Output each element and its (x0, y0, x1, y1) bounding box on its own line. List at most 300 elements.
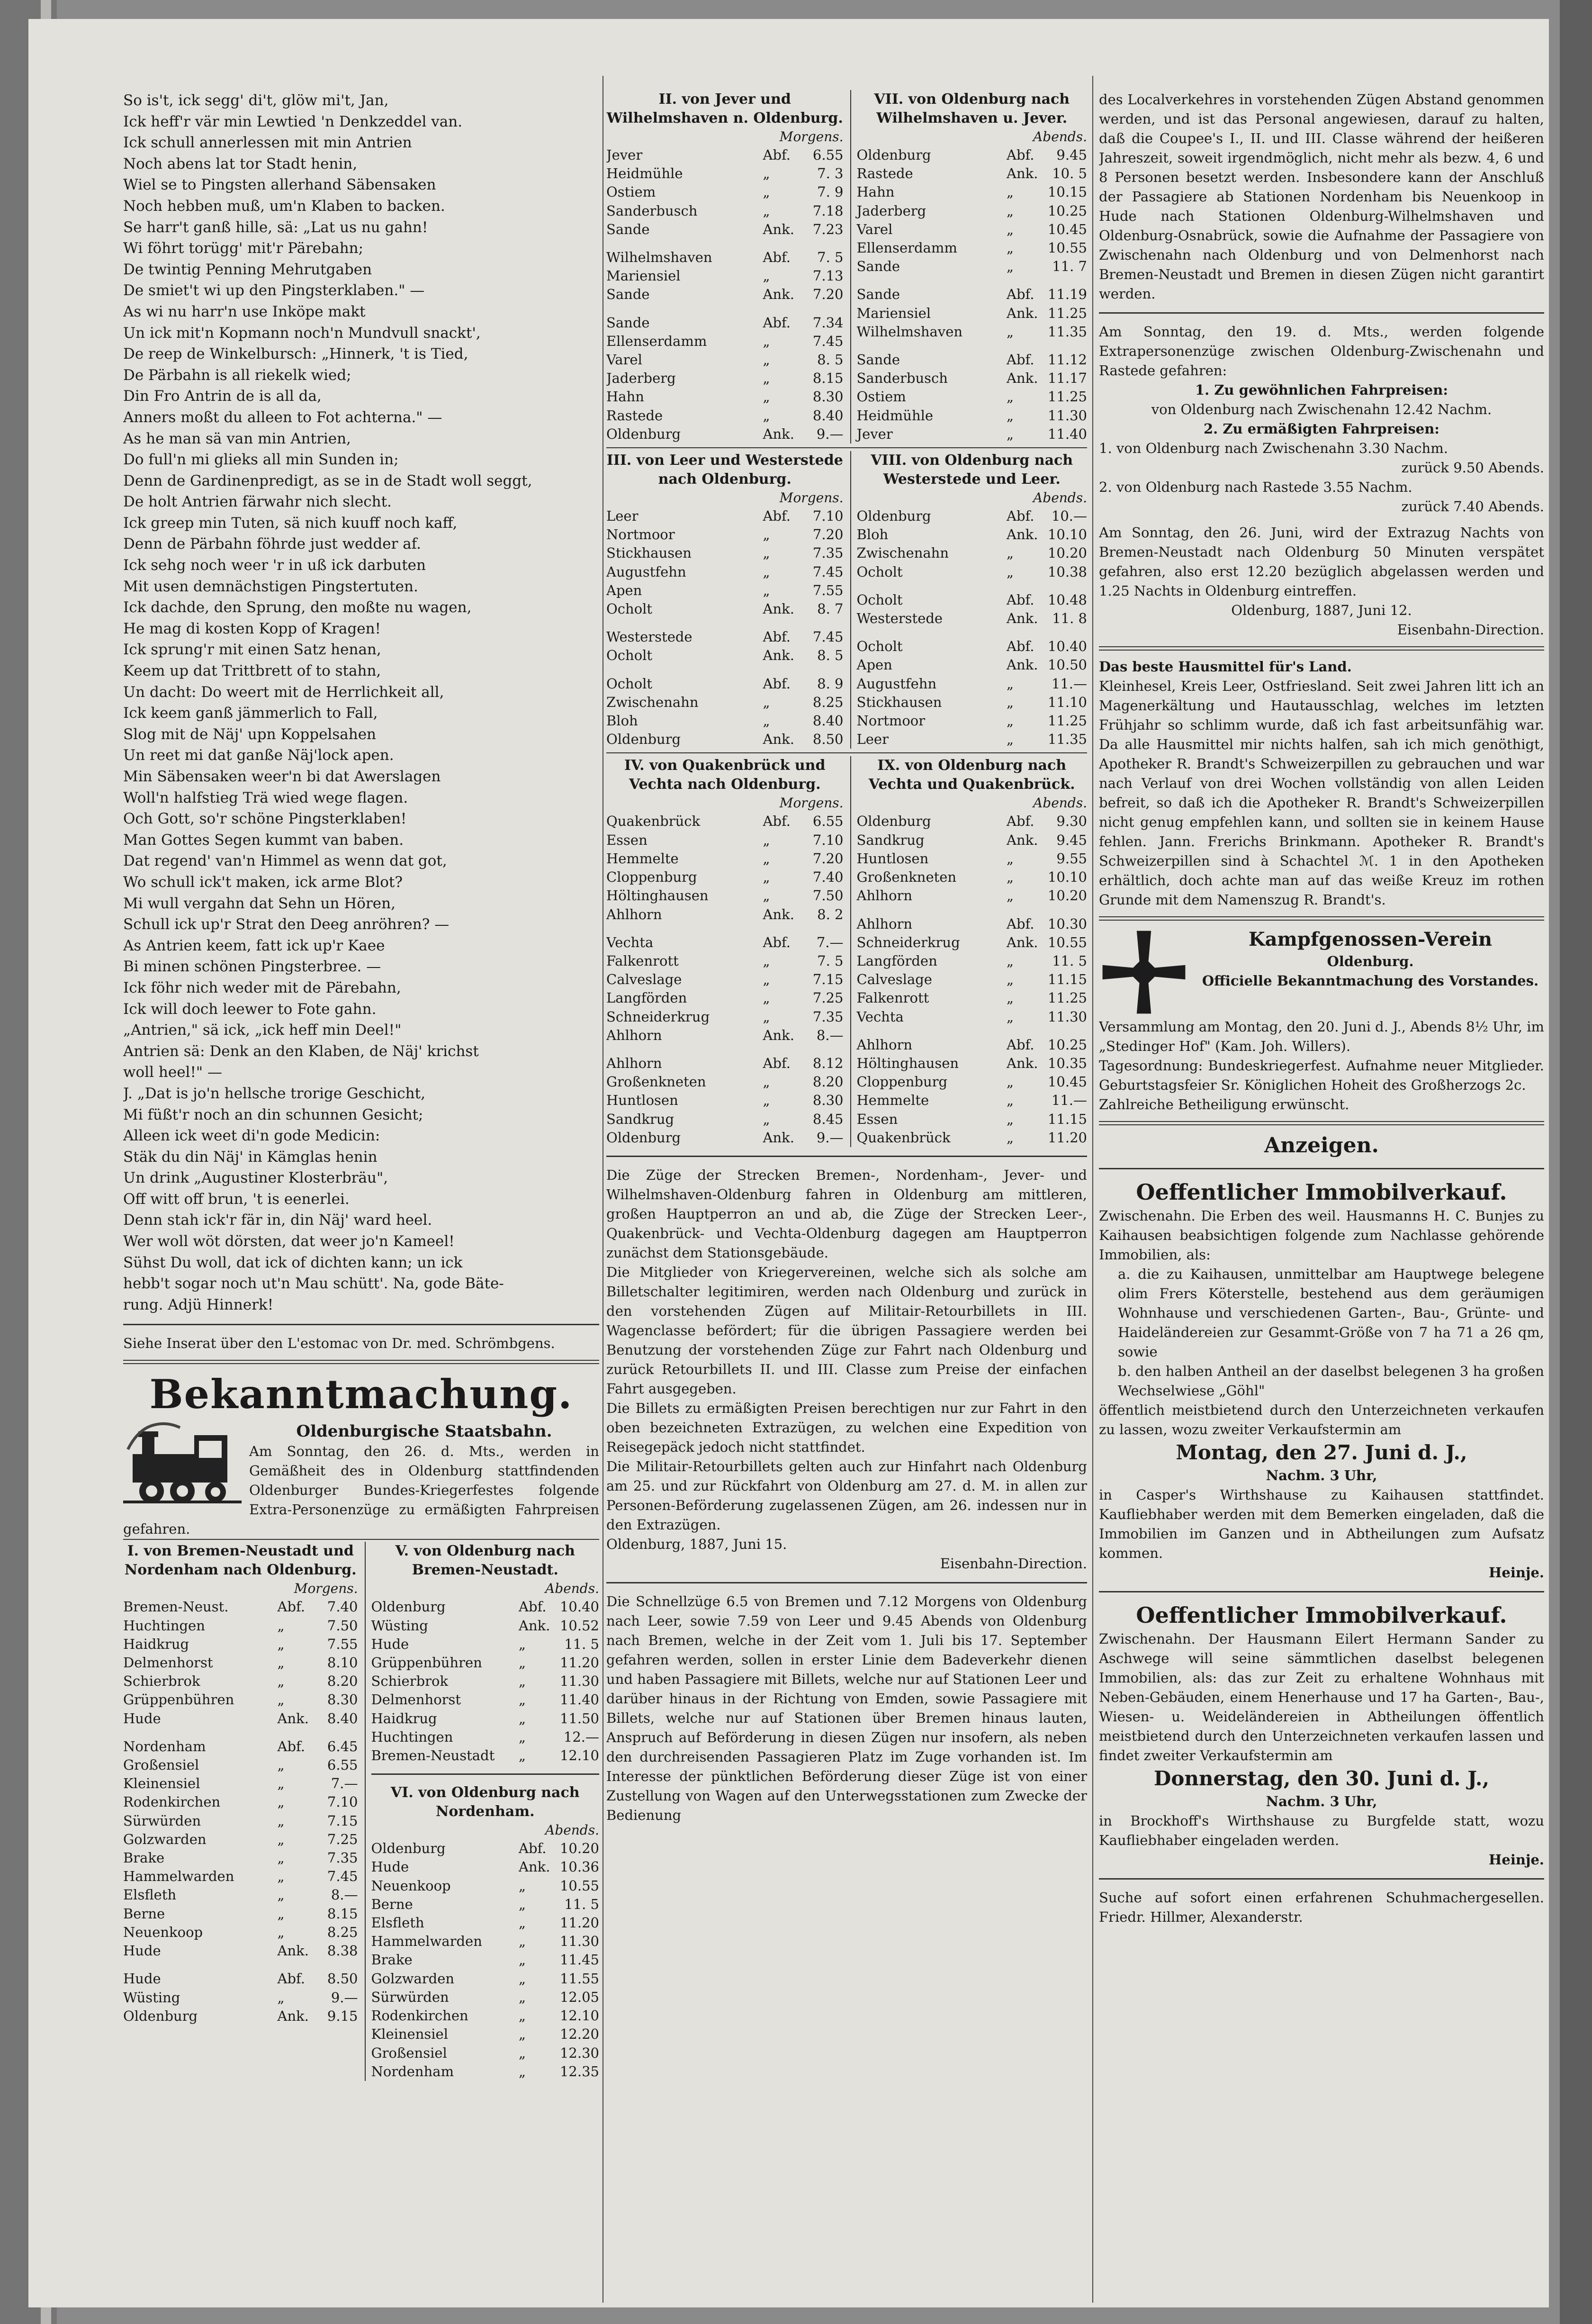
time: 8.38 (327, 1943, 358, 1959)
arr-dep: „ (277, 1794, 285, 1810)
station-name: Sanderbusch (606, 202, 698, 219)
timetable-row (606, 1129, 844, 1147)
station-name: Hude (123, 1710, 161, 1727)
ad-immobil-1-a: a. die zu Kaihausen, unmittelbar am Hauptwege belegene olim Frers Köterstelle, bestehend aus dem geräumigen Wohnhause und verschiedenen Garten-, Bau-, Grünte- und Haideländereien zur Gesammt-Größe von 7 ha 71 a 26 qm, sowie (1118, 1266, 1544, 1360)
station-name: Hammelwarden (371, 1933, 482, 1950)
arr-dep: „ (277, 1831, 285, 1847)
station-name: Ahlhorn (856, 915, 913, 932)
poem-line: Denn de Pärbahn föhrde just wedder af. (123, 535, 421, 553)
poem-line: Anners moßt du alleen to Fot achterna." — (123, 408, 442, 426)
station-name: Zwischenahn (856, 545, 949, 561)
timetable-row (123, 1923, 358, 1942)
poem (123, 90, 599, 1315)
arr-dep: „ (763, 713, 770, 729)
timetable-row (606, 730, 844, 749)
station-name: Sande (856, 286, 900, 303)
time: 10. 5 (1052, 165, 1087, 182)
timetable-row (857, 425, 1088, 443)
station-name: Oldenburg (606, 1129, 681, 1146)
station-name: Calveslage (856, 971, 932, 988)
time: 9.45 (1056, 832, 1087, 848)
time: 7.10 (327, 1794, 358, 1810)
timetable-row (857, 146, 1088, 164)
station-name: Jever (606, 147, 643, 163)
poem-line: Din Fro Antrin de is all da, (123, 388, 322, 405)
timetable-row (857, 730, 1088, 749)
arr-dep: Abf. (1007, 915, 1034, 932)
ad-immobil-2-text2: in Brockhoff's Wirthshause zu Burgfelde statt, wozu Kaufliebhaber eingeladen werden. (1099, 1813, 1544, 1848)
time: 10.15 (1047, 184, 1087, 200)
station-name: Ocholt (606, 675, 653, 692)
poem-line: Schull ick up'r Strat den Deeg anröhren? — (123, 916, 450, 933)
time: 11.20 (559, 1915, 599, 1931)
arr-dep: „ (519, 2008, 526, 2024)
column-right (1099, 90, 1544, 2251)
timetable (606, 90, 844, 443)
arr-dep: „ (1007, 323, 1014, 340)
station-name: Haidkrug (371, 1710, 437, 1727)
time: 7.— (816, 934, 844, 950)
time: 8.40 (327, 1710, 358, 1727)
time: 11.10 (1047, 694, 1087, 710)
timetable-row (606, 812, 844, 831)
station-name: Wilhelmshaven (606, 249, 712, 266)
arr-dep: „ (277, 1887, 285, 1903)
station-name: Delmenhorst (371, 1691, 461, 1708)
extra-train-notice: Am Sonntag, den 26. Juni, wird der Extrazug Nachts von Bremen-Neustadt nach Oldenburg 50 Minuten verspätet gefahren, also erst 12.20 bezüglich abgelassen werden und 1.25 Nachts in Oldenburg eintreffen. (1099, 524, 1544, 599)
time: 7.15 (327, 1812, 358, 1829)
timetable-row (371, 2062, 600, 2081)
station-name: Hahn (856, 184, 895, 200)
poem-line: woll heel!" — (123, 1064, 223, 1081)
block-gap (606, 239, 844, 248)
timetable-row (371, 1617, 600, 1635)
time: 12.— (563, 1728, 599, 1745)
arr-dep: Abf. (1007, 591, 1034, 608)
arr-dep: „ (763, 352, 770, 368)
station-name: Varel (606, 352, 642, 368)
time: 11.— (1051, 675, 1087, 692)
arr-dep: „ (1007, 952, 1014, 969)
timetable-row (123, 1989, 358, 2007)
time: 7.— (331, 1775, 358, 1792)
station-name: Ocholt (856, 591, 903, 608)
poem-line: Denn de Gardinenpredigt, as se in de Stadt woll seggt, (123, 472, 532, 489)
station-name: Bloh (856, 526, 889, 543)
time: 8.20 (812, 1074, 844, 1090)
station-name: Quakenbrück (856, 1129, 951, 1146)
station-name: Jever (856, 425, 893, 442)
time: 8.30 (812, 389, 844, 405)
arr-dep: „ (1007, 240, 1014, 256)
timetable-row (857, 886, 1088, 905)
poem-line: He mag di kosten Kopp of Kragen! (123, 620, 381, 637)
poem-line: Se harr't ganß hille, sä: „Lat us nu gahn! (123, 218, 428, 236)
time: 7.55 (327, 1636, 358, 1652)
arr-dep: „ (763, 869, 770, 886)
time: 11.15 (1047, 971, 1087, 988)
station-name: Hude (123, 1943, 161, 1959)
time: 7.10 (812, 508, 844, 524)
arr-dep: „ (519, 1915, 526, 1931)
station-name: Cloppenburg (856, 1074, 948, 1090)
station-name: Ocholt (606, 647, 653, 664)
timetable-row (371, 1635, 600, 1654)
station-name: Hude (371, 1636, 409, 1652)
time: 7.23 (812, 221, 844, 237)
poem-line: Noch abens lat tor Stadt henin, (123, 155, 358, 172)
divider (1099, 312, 1544, 314)
station-name: Varel (856, 221, 893, 237)
arr-dep: „ (763, 887, 770, 904)
time: 9.45 (1056, 147, 1087, 163)
station-name: Hemmelte (856, 1092, 929, 1109)
arr-dep: Ank. (1007, 934, 1038, 950)
station-name: Oldenburg (606, 425, 681, 442)
time: 7. 5 (817, 249, 844, 266)
timetable-row (371, 1877, 600, 1895)
arr-dep: Abf. (1007, 813, 1034, 830)
arr-dep: „ (1007, 731, 1014, 748)
mid-signature-date: Oldenburg, 1887, Juni 15. (606, 1536, 787, 1552)
timetable-row (123, 1793, 358, 1811)
timetable-heading: VII. von Oldenburg nach Wilhelmshaven u. Jever. (874, 91, 1070, 127)
station-name: Mariensiel (606, 268, 681, 284)
column-middle (606, 90, 1087, 2251)
arr-dep: „ (1007, 990, 1014, 1006)
station-name: Hahn (606, 389, 644, 405)
arr-dep: Ank. (763, 286, 794, 303)
timetable-row (606, 164, 844, 183)
station-name: Grüppenbühren (371, 1655, 482, 1671)
timetable-row (123, 1830, 358, 1849)
station-name: Sande (606, 286, 650, 303)
timetable-row (857, 693, 1088, 712)
station-name: Sande (856, 258, 900, 275)
timetable-row (857, 868, 1088, 886)
arr-dep: Ank. (763, 1129, 794, 1146)
arr-dep: „ (519, 1989, 526, 2005)
timetable-row (123, 1635, 358, 1654)
arr-dep: „ (763, 407, 770, 424)
timetable-row (123, 1812, 358, 1830)
station-name: Ocholt (856, 563, 903, 580)
timetable-pair (606, 447, 1087, 749)
station-name: Heidmühle (606, 165, 683, 182)
timetable-row (606, 544, 844, 562)
time: 8.— (816, 1027, 844, 1043)
arr-dep: „ (277, 1868, 285, 1885)
block-gap (606, 924, 844, 933)
station-name: Ellenserdamm (856, 240, 957, 256)
timetable (606, 451, 844, 749)
arr-dep: Abf. (519, 1599, 547, 1615)
station-name: Mariensiel (856, 305, 931, 321)
station-name: Leer (856, 731, 889, 748)
timetable-row (371, 2025, 600, 2044)
timetable-row (857, 388, 1088, 406)
timetable-row (606, 868, 844, 886)
timetable-row (606, 220, 844, 239)
arr-dep: „ (763, 1008, 770, 1025)
station-name: Heidmühle (856, 407, 934, 424)
arr-dep: Abf. (1007, 508, 1034, 524)
station-name: Schierbrok (371, 1673, 449, 1690)
time: 7.35 (812, 545, 844, 561)
timetable-row (857, 812, 1088, 831)
ad-immobil-2-title: Oeffentlicher Immobilverkauf. (1136, 1602, 1507, 1628)
timetable (857, 90, 1088, 443)
station-name: Sande (606, 221, 650, 237)
timetable-row (606, 1110, 844, 1129)
time: 11.30 (1047, 407, 1087, 424)
timetable-row (371, 1895, 600, 1914)
station-name: Sanderbusch (856, 370, 948, 387)
arr-dep: „ (519, 1636, 526, 1652)
station-name: Hemmelte (606, 850, 679, 867)
station-name: Ahlhorn (606, 1055, 662, 1071)
timetable-row (606, 989, 844, 1007)
poem-line: Off witt off brun, 't is eenerlei. (123, 1190, 350, 1208)
timetable-row (857, 257, 1088, 276)
divider (1099, 1591, 1544, 1592)
poem-line: Un dacht: Do weert mit de Herrlichkeit all, (123, 683, 444, 701)
timetable-row (123, 1654, 358, 1672)
block-gap (857, 581, 1088, 591)
poem-line: So is't, ick segg' di't, glöw mi't, Jan, (123, 92, 389, 109)
time: 10.20 (1047, 887, 1087, 904)
time: 7.15 (812, 971, 844, 988)
timetable-row (606, 581, 844, 600)
time: 11. 7 (1052, 258, 1087, 275)
time: 11.35 (1047, 323, 1087, 340)
station-name: Huchtingen (123, 1617, 205, 1634)
station-name: Huntlosen (606, 1092, 678, 1109)
time: 7.45 (327, 1868, 358, 1885)
time: 7.40 (327, 1599, 358, 1615)
mid-signature-name: Eisenbahn-Direction. (940, 1555, 1087, 1572)
timetable-row (606, 267, 844, 285)
divider (1099, 916, 1544, 921)
poem-line: Bi minen schönen Pingsterbree. — (123, 958, 381, 976)
arr-dep: Abf. (1007, 286, 1034, 303)
ad-schuhmacher: Suche auf sofort einen erfahrenen Schuhmachergesellen. Friedr. Hillmer, Alexanderstr. (1099, 1890, 1544, 1925)
poem-line: Woll'n halfstieg Trä wied wege flagen. (123, 789, 408, 806)
station-name: Sürwürden (123, 1812, 201, 1829)
timetable-row (123, 1598, 358, 1616)
time: 9.15 (327, 2008, 358, 2024)
timetable-row (606, 1073, 844, 1091)
arr-dep: „ (277, 1655, 285, 1671)
arr-dep: Abf. (277, 1738, 305, 1754)
right-continuation: des Localverkehres in vorstehenden Zügen Abstand genommen werden, und ist das Personal angewiesen, darauf zu halten, daß die Coupee's I., II. und III. Classe während der heißeren Jahreszeit, soweit irgendmöglich, nicht mehr als bezw. 4, 6 und 8 Personen besetzt werden. Insbesondere kann der Anschluß der Passagiere ab Stationen Nordenham bis Neuenkoop in Hude nach Stationen Oldenburg-Wilhelmshaven und Oldenburg-Osnabrück, sowie die Aufnahme der Passagiere von Zwischenahn nach Oldenburg und von Delmenhorst nach Bremen-Neustadt und Bremen in diesen Zügen nicht garantirt werden. (1099, 91, 1544, 302)
time: 10.48 (1047, 591, 1087, 608)
ad-hausmittel-text: Kleinhesel, Kreis Leer, Ostfriesland. Seit zwei Jahren litt ich an Magenerkältung und Hautausschlag, welches im letzten Frühjahr so schlimm wurde, daß ich fast arbeitsunfähig war. Da alle Hausmittel mir nichts halfen, sah ich mich genöthigt, Apotheker R. Brandt's Schweizerpillen zu gebrauchen und war nach Verlauf von drei Wochen vollständig von allen Leiden befreit, so daß ich die Apotheker R. Brandt's Schweizerpillen nicht genug empfehlen kann, und sollten sie in keinem Hause fehlen. Jann. Frerichs Brinkmann. Apotheker R. Brandt's Schweizerpillen sind à Schachtel ℳ. 1 in den Apotheken erhältlich, doch achte man auf das weiße Kreuz im rothen Grunde mit dem Namenszug R. Brandt's. (1099, 678, 1544, 908)
timetable-row (606, 1008, 844, 1026)
timetable-row (606, 388, 844, 406)
time: 8.20 (327, 1673, 358, 1690)
ad-immobil-1-time: Nachm. 3 Uhr, (1266, 1467, 1377, 1483)
timetable-heading: II. von Jever und Wilhelmshaven n. Oldenburg. (606, 91, 843, 127)
arr-dep: „ (763, 545, 770, 561)
timetable-row (857, 323, 1088, 341)
station-name: Apen (606, 582, 642, 598)
divider (1099, 1168, 1544, 1169)
timetable-row (371, 1970, 600, 1988)
station-name: Oldenburg (123, 2008, 198, 2024)
arr-dep: Abf. (277, 1971, 305, 1987)
arr-dep: „ (1007, 1129, 1014, 1146)
station-name: Essen (856, 1111, 898, 1127)
arr-dep: „ (519, 1710, 526, 1727)
timetable-row (371, 1932, 600, 1951)
timetable-row (857, 507, 1088, 525)
timetable-heading: VIII. von Oldenburg nach Westerstede und Leer. (871, 452, 1073, 488)
station-name: Elsfleth (371, 1915, 424, 1931)
arr-dep: Ank. (519, 1859, 550, 1875)
timetable-period: Morgens. (294, 1581, 358, 1597)
timetable-row (606, 693, 844, 712)
station-name: Calveslage (606, 971, 682, 988)
timetable-row (606, 1054, 844, 1073)
time: 11.15 (1047, 1111, 1087, 1127)
locomotive-icon (123, 1421, 242, 1506)
arr-dep: „ (277, 1812, 285, 1829)
timetable-row (606, 525, 844, 544)
station-name: Oldenburg (856, 147, 931, 163)
timetable-row (606, 507, 844, 525)
poem-line: Min Säbensaken weer'n bi dat Awerslagen (123, 768, 441, 785)
time: 9.30 (1056, 813, 1087, 830)
station-name: Ellenserdamm (606, 333, 707, 349)
sunday-notice: Am Sonntag, den 19. d. Mts., werden folgende Extrapersonenzüge zwischen Oldenburg-Zwischenahn und Rastede gefahren: (1099, 324, 1544, 379)
timetable-row (606, 712, 844, 730)
block-gap (123, 1960, 358, 1970)
mid-paragraph-2: Die Mitglieder von Kriegervereinen, welche sich als solche am Billetschalter legitimiren, werden nach Oldenburg und zurück in den vorstehenden Zügen auf Militair-Retourbillets in III. Wagenclasse befördert; für die übrigen Passagiere werden bei Benutzung der vorstehenden Züge zur Fahrt nach Oldenburg und zurück Retourbillets II. und III. Classe zum Preise der einfachen Fahrt ausgegeben. (606, 1264, 1087, 1397)
time: 7.50 (327, 1617, 358, 1634)
station-name: Westerstede (856, 610, 943, 627)
poem-line: J. „Dat is jo'n hellsche trorige Geschicht, (123, 1085, 425, 1102)
timetable-row (857, 591, 1088, 609)
time: 11.30 (559, 1673, 599, 1690)
arr-dep: „ (763, 694, 770, 710)
time: 11.25 (1047, 990, 1087, 1006)
arr-dep: Ank. (1007, 610, 1038, 627)
timetable-row (857, 285, 1088, 304)
time: 6.45 (327, 1738, 358, 1754)
time: 7.20 (812, 526, 844, 543)
station-name: Nortmoor (856, 713, 926, 729)
station-name: Oldenburg (856, 813, 931, 830)
time: 8. 2 (817, 906, 844, 922)
time: 10.40 (1047, 638, 1087, 655)
arr-dep: „ (519, 1655, 526, 1671)
timetable-row (371, 2044, 600, 2062)
timetable-heading: V. von Oldenburg nach Bremen-Neustadt. (395, 1543, 575, 1579)
station-name: Großensiel (123, 1757, 199, 1773)
poem-line: De Pärbahn is all riekelk wied; (123, 366, 351, 384)
timetable (606, 756, 844, 1147)
station-name: Vechta (856, 1008, 904, 1025)
timetable-period: Abends. (1033, 490, 1087, 506)
poem-line: Un ick mit'n Kopmann noch'n Mundvull snackt', (123, 324, 481, 342)
arr-dep: Ank. (763, 731, 794, 748)
station-name: Berne (123, 1905, 165, 1922)
station-name: Ahlhorn (856, 887, 913, 904)
time: 11.17 (1047, 370, 1087, 387)
timetable (857, 451, 1088, 749)
timetable-row (857, 970, 1088, 989)
timetable-row (123, 1867, 358, 1886)
timetable-row (123, 1672, 358, 1691)
iron-cross-icon (1099, 927, 1189, 1017)
arr-dep: Ank. (277, 2008, 309, 2024)
arr-dep: Abf. (1007, 352, 1034, 368)
arr-dep: „ (277, 1924, 285, 1940)
station-name: Ostiem (606, 184, 656, 200)
station-name: Höltinghausen (606, 887, 709, 904)
timetable-row (606, 831, 844, 850)
timetable-column (606, 756, 844, 1147)
arr-dep: „ (763, 582, 770, 598)
time: 8.40 (812, 407, 844, 424)
station-name: Augustfehn (606, 563, 686, 580)
timetable-row (857, 304, 1088, 323)
arr-dep: Abf. (763, 813, 791, 830)
arr-dep: Ank. (763, 647, 794, 664)
arr-dep: Abf. (1007, 638, 1034, 655)
station-name: Ocholt (606, 601, 653, 617)
ad-kampfgenossen-close: Zahlreiche Betheiligung erwünscht. (1099, 1096, 1349, 1112)
timetable-heading: VI. von Oldenburg nach Nordenham. (390, 1784, 580, 1820)
time: 7.40 (812, 869, 844, 886)
poem-line: Denn stah ick'r fär in, din Näj' ward heel. (123, 1212, 432, 1229)
station-name: Grüppenbühren (123, 1691, 234, 1708)
time: 7.45 (812, 563, 844, 580)
station-name: Sandkrug (856, 832, 925, 848)
arr-dep: „ (277, 1691, 285, 1708)
station-name: Schneiderkrug (856, 934, 960, 950)
poem-line: Ick sprung'r mit einen Satz henan, (123, 641, 381, 659)
timetable-row (857, 1008, 1088, 1026)
timetable-row (857, 164, 1088, 183)
arr-dep: Abf. (763, 629, 791, 645)
timetable-row (606, 628, 844, 646)
block-gap (857, 276, 1088, 285)
time: 11.19 (1047, 286, 1087, 303)
station-name: Vechta (606, 934, 654, 950)
arr-dep: Ank. (1007, 526, 1038, 543)
column-left (123, 90, 599, 2251)
station-name: Rastede (606, 407, 663, 424)
arr-dep: „ (277, 1757, 285, 1773)
arr-dep: Ank. (763, 1027, 794, 1043)
block-gap (857, 628, 1088, 637)
time: 10.40 (559, 1599, 599, 1615)
ad-hausmittel-title: Das beste Hausmittel für's Land. (1099, 659, 1352, 675)
station-name: Wilhelmshaven (856, 323, 963, 340)
ad-kampfgenossen-text: Versammlung am Montag, den 20. Juni d. J., Abends 8½ Uhr, im „Stedinger Hof" (Kam. Joh. Willers). (1099, 1019, 1544, 1054)
timetable-row (606, 146, 844, 164)
time: 10.10 (1047, 869, 1087, 886)
station-name: Großenkneten (606, 1074, 706, 1090)
poem-line: Wer woll wöt dörsten, dat weer jo'n Kameel! (123, 1233, 455, 1250)
time: 11.— (1051, 1092, 1087, 1109)
fare-heading-1: 1. Zu gewöhnlichen Fahrpreisen: (1195, 382, 1448, 398)
time: 11.50 (559, 1710, 599, 1727)
station-name: Wüsting (371, 1617, 428, 1634)
poem-line: Wo schull ick't maken, ick arme Blot? (123, 873, 403, 891)
